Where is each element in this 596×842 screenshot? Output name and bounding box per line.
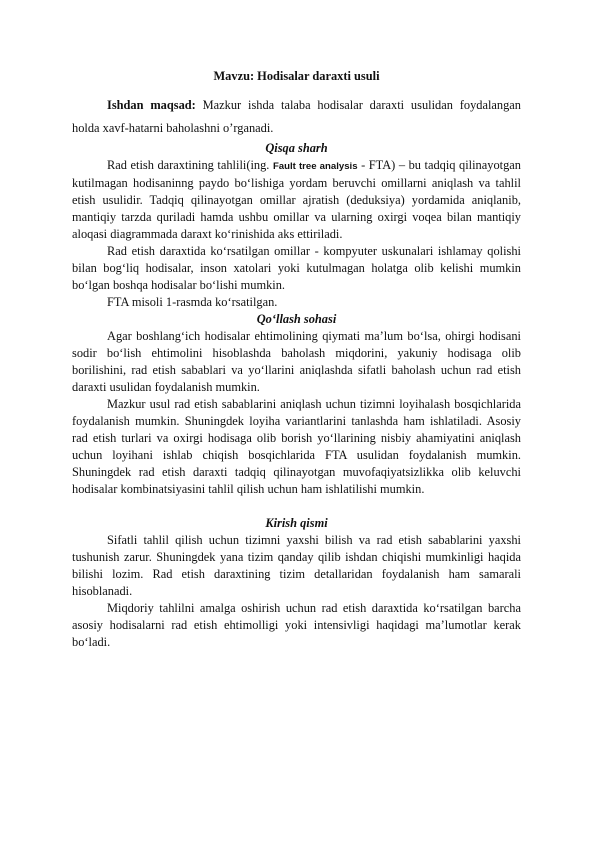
aim-paragraph — [72, 94, 521, 140]
application-paragraph-2: Mazkur usul rad etish sabablarini aniqlash uchun tizimni loyihalash bosqichlarida foydalanish mumkin. Shuningdek loyiha variantlarini tanlashda ham ishlatiladi. Asosiy rad etish turlari va oxirgi hodisaga olib borish yo‘llarining nisbiy ahamiyatini aniqlash uchun loyihani ishlab chiqish bosqichlarida FTA usulidan foydalanish mumkin. Shuningdek rad etish daraxti tadqiq qilinayotgan muvofaqiyatsizlikka olib keluvchi hodisalar kombinatsiyasini tahlil qilish uchun ham ishlatilishi mumkin. — [72, 397, 521, 496]
intro-paragraph-1: Sifatli tahlil qilish uchun tizimni yaxshi bilish va rad etish sabablarini yaxshi tushunish zarur. Shuningdek yana tizim qanday qilib ishdan chiqishi mumkinligi haqida bilishi lozim. Rad etish daraxtining tizim detallaridan foydalanish ham samarali hisoblanadi. — [72, 533, 521, 598]
application-paragraph-1: Agar boshlang‘ich hodisalar ehtimolining qiymati ma’lum bo‘lsa, ohirgi hodisani sodir bo‘lish ehtimolini hisoblashda baholash miqdorini, yakuniy hodisaga olib borilishini, rad etish sabablari va yo‘llarini aniqlashda sifatli baholash uchun rad etish daraxti usulidan foydalanish mumkin. — [72, 329, 521, 394]
aim-text: Mazkur ishda talaba hodisalar daraxti usulidan foydalangan holda xavf-hatarni baholashni o’rganadi. — [72, 98, 521, 135]
document-title: Mavzu: Hodisalar daraxti usuli — [213, 69, 380, 83]
summary-p1-end: - FTA) – bu tadqiq qilinayotgan kutilmagan hodisaninng paydo bo‘lishiga yordam beruvchi omillarni aniqlash va tahlil etish usulidir. Tadqiq qilinayotgan omillar ajratish (deduksiya) yordamida aniqlanib, mantiqiy tarzda quriladi hamda ushbu omillar va ularning oxirgi voqea bilan mantiqiy aloqasi diagrammada daraxt ko‘rinishida aks ettiriladi. — [72, 158, 521, 241]
document-page — [72, 68, 521, 651]
aim-label: Ishdan maqsad: — [107, 98, 196, 112]
summary-paragraph-3: FTA misoli 1-rasmda ko‘rsatilgan. — [107, 295, 278, 309]
section-heading-summary: Qisqa sharh — [265, 141, 328, 155]
section-heading-intro: Kirish qismi — [265, 516, 328, 530]
summary-paragraph-1 — [72, 157, 521, 243]
summary-paragraph-2: Rad etish daraxtida ko‘rsatilgan omillar - kompyuter uskunalari ishlamay qolishi bilan bog‘liq hodisalar, inson xatolari yoki kutulmagan holatga olib kelishi mumkin bo‘lgan boshqa hodisalar bo‘lishi mumkin. — [72, 244, 521, 292]
intro-paragraph-2: Miqdoriy tahlilni amalga oshirish uchun rad etish daraxtida ko‘rsatilgan barcha asosiy hodisalarni rad etish ehtimolligi yoki intensivligi haqidagi ma’lumotlar kerak bo‘ladi. — [72, 601, 521, 649]
section-heading-application: Qo‘llash sohasi — [256, 312, 337, 326]
summary-term: Fault tree analysis — [272, 161, 358, 172]
summary-p1-start: Rad etish daraxtining tahlili(ing. — [107, 158, 273, 172]
